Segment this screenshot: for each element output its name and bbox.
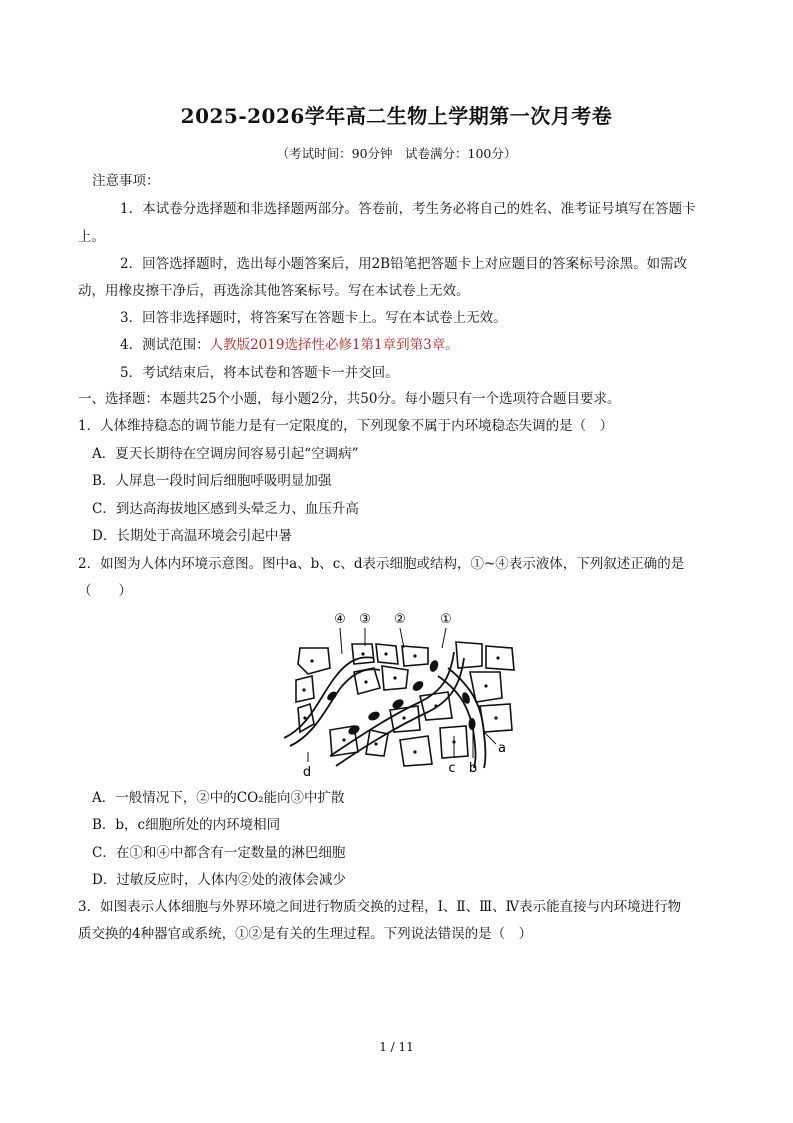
q2-stem: 2．如图为人体内环境示意图。图中a、b、c、d表示细胞或结构，①~④表示液体，下列叙述正确的是 bbox=[78, 556, 685, 572]
label-c: c bbox=[448, 761, 456, 776]
page-title: 2025-2026学年高二生物上学期第一次月考卷 bbox=[180, 104, 613, 128]
note-1-cont: 上。 bbox=[78, 229, 105, 245]
q2-option-b: B．b，c细胞所处的内环境相同 bbox=[92, 817, 281, 833]
note-4-prefix: 4．测试范围： bbox=[120, 337, 210, 353]
label-4: ④ bbox=[334, 612, 346, 627]
note-4-range: 人教版2019选择性必修1第1章到第3章。 bbox=[209, 337, 459, 353]
label-2: ② bbox=[394, 612, 406, 627]
label-b: b bbox=[468, 761, 478, 776]
q3-stem-cont: 质交换的4种器官或系统，①②是有关的生理过程。下列说法错误的是（ ） bbox=[78, 926, 533, 942]
note-5: 5．考试结束后，将本试卷和答题卡一并交回。 bbox=[120, 365, 399, 381]
q2-stem-cont: （ ） bbox=[78, 583, 132, 599]
q1-option-b: B．人屏息一段时间后细胞呼吸明显加强 bbox=[92, 473, 332, 489]
q1-stem: 1．人体维持稳态的调节能力是有一定限度的，下列现象不属于内环境稳态失调的是（ ） bbox=[78, 418, 614, 434]
label-d: d bbox=[302, 765, 312, 780]
tissue-diagram bbox=[270, 606, 520, 786]
exam-info: （考试时间：90分钟 试卷满分：100分） bbox=[276, 146, 517, 161]
label-a: a bbox=[498, 741, 506, 756]
q2-option-d: D．过敏反应时，人体内②处的液体会减少 bbox=[92, 872, 346, 888]
q3-stem: 3．如图表示人体细胞与外界环境之间进行物质交换的过程，Ⅰ、Ⅱ、Ⅲ、Ⅳ表示能直接与内环境进行物 bbox=[78, 899, 682, 915]
note-2: 2．回答选择题时，选出每小题答案后，用2B铅笔把答题卡上对应题目的答案标号涂黑。如需改 bbox=[120, 256, 688, 272]
note-4 bbox=[120, 336, 760, 354]
page-number: 1 / 11 bbox=[379, 1040, 414, 1054]
section-heading: 一、选择题：本题共25个小题，每小题2分，共50分。每小题只有一个选项符合题目要求。 bbox=[78, 391, 621, 407]
notes-heading: 注意事项： bbox=[92, 173, 160, 189]
label-3: ③ bbox=[359, 612, 371, 627]
q2-option-c: C．在①和④中都含有一定数量的淋巴细胞 bbox=[92, 845, 346, 861]
note-3: 3．回答非选择题时，将答案写在答题卡上。写在本试卷上无效。 bbox=[120, 310, 507, 326]
q2-option-a: A．一般情况下，②中的CO₂能向③中扩散 bbox=[92, 790, 345, 806]
note-1: 1．本试卷分选择题和非选择题两部分。答卷前，考生务必将自己的姓名、准考证号填写在答题卡 bbox=[120, 201, 696, 217]
q1-option-c: C．到达高海拔地区感到头晕乏力、血压升高 bbox=[92, 501, 359, 517]
q1-option-d: D．长期处于高温环境会引起中暑 bbox=[92, 528, 292, 544]
note-2-cont: 动，用橡皮擦干净后，再选涂其他答案标号。写在本试卷上无效。 bbox=[78, 283, 470, 299]
label-1: ① bbox=[440, 612, 452, 627]
q1-option-a: A．夏天长期待在空调房间容易引起“空调病” bbox=[92, 446, 359, 462]
